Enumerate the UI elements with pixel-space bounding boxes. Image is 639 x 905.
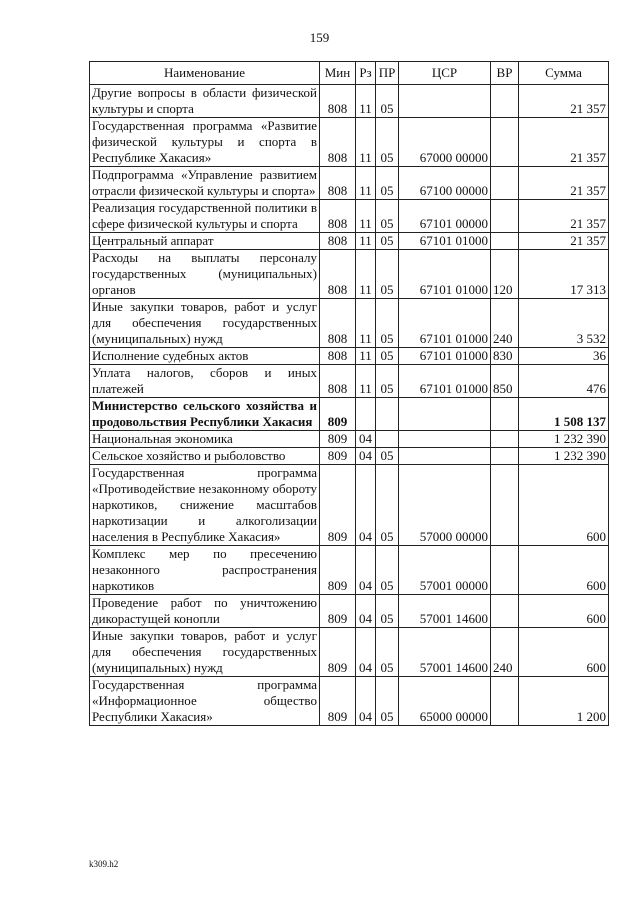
cell-vr (491, 546, 519, 595)
cell-csr: 57001 14600 (399, 628, 491, 677)
cell-csr: 67000 00000 (399, 118, 491, 167)
cell-vr (491, 595, 519, 628)
cell-vr (491, 118, 519, 167)
header-min: Мин (320, 62, 356, 85)
cell-vr (491, 431, 519, 448)
cell-name: Реализация государственной политики в сфере физической культуры и спорта (90, 200, 320, 233)
table-row (90, 85, 609, 118)
cell-pr: 05 (376, 299, 399, 348)
cell-min: 809 (320, 465, 356, 546)
cell-sum: 1 232 390 (519, 448, 609, 465)
table-row (90, 233, 609, 250)
header-vr: ВР (491, 62, 519, 85)
cell-rz: 11 (356, 85, 376, 118)
cell-csr: 57001 14600 (399, 595, 491, 628)
cell-rz: 11 (356, 299, 376, 348)
cell-sum: 3 532 (519, 299, 609, 348)
cell-min: 808 (320, 200, 356, 233)
cell-pr: 05 (376, 233, 399, 250)
header-sum: Сумма (519, 62, 609, 85)
header-rz: Рз (356, 62, 376, 85)
cell-min: 809 (320, 677, 356, 726)
cell-pr: 05 (376, 546, 399, 595)
cell-name: Исполнение судебных актов (90, 348, 320, 365)
cell-sum: 600 (519, 546, 609, 595)
table-row (90, 595, 609, 628)
cell-csr: 67101 01000 (399, 348, 491, 365)
table-row (90, 200, 609, 233)
cell-rz: 11 (356, 167, 376, 200)
cell-name: Иные закупки товаров, работ и услуг для обеспечения государственных (муниципальных) нужд (90, 628, 320, 677)
table-row (90, 546, 609, 595)
cell-csr: 67101 01000 (399, 299, 491, 348)
cell-rz: 11 (356, 365, 376, 398)
cell-name: Расходы на выплаты персоналу государственных (муниципальных) органов (90, 250, 320, 299)
cell-vr: 240 (491, 628, 519, 677)
cell-pr: 05 (376, 677, 399, 726)
cell-vr: 850 (491, 365, 519, 398)
cell-pr: 05 (376, 595, 399, 628)
cell-csr: 67100 00000 (399, 167, 491, 200)
cell-vr (491, 677, 519, 726)
cell-pr: 05 (376, 85, 399, 118)
cell-csr: 57001 00000 (399, 546, 491, 595)
cell-csr (399, 431, 491, 448)
cell-sum: 600 (519, 465, 609, 546)
cell-sum: 21 357 (519, 233, 609, 250)
cell-rz: 04 (356, 677, 376, 726)
cell-min: 809 (320, 595, 356, 628)
header-csr: ЦСР (399, 62, 491, 85)
cell-min: 808 (320, 233, 356, 250)
cell-csr (399, 398, 491, 431)
cell-rz: 11 (356, 233, 376, 250)
cell-name: Государственная программа «Информационное общество Республики Хакасия» (90, 677, 320, 726)
cell-min: 808 (320, 299, 356, 348)
cell-vr: 830 (491, 348, 519, 365)
cell-sum: 21 357 (519, 85, 609, 118)
cell-csr: 67101 01000 (399, 250, 491, 299)
cell-name: Центральный аппарат (90, 233, 320, 250)
footer-code: k309.h2 (89, 859, 119, 869)
cell-min: 809 (320, 448, 356, 465)
cell-rz: 11 (356, 250, 376, 299)
table-row (90, 167, 609, 200)
cell-csr: 65000 00000 (399, 677, 491, 726)
cell-sum: 476 (519, 365, 609, 398)
cell-vr (491, 167, 519, 200)
cell-pr (376, 431, 399, 448)
cell-min: 809 (320, 398, 356, 431)
cell-pr: 05 (376, 167, 399, 200)
cell-rz: 04 (356, 465, 376, 546)
cell-csr: 67101 01000 (399, 365, 491, 398)
table-header-row (90, 62, 609, 85)
cell-rz: 11 (356, 200, 376, 233)
cell-rz (356, 398, 376, 431)
cell-min: 808 (320, 365, 356, 398)
cell-min: 808 (320, 85, 356, 118)
cell-name: Другие вопросы в области физической культуры и спорта (90, 85, 320, 118)
cell-sum: 21 357 (519, 118, 609, 167)
cell-pr: 05 (376, 365, 399, 398)
cell-pr: 05 (376, 250, 399, 299)
cell-name: Иные закупки товаров, работ и услуг для обеспечения государственных (муниципальных) нужд (90, 299, 320, 348)
cell-vr (491, 200, 519, 233)
cell-min: 809 (320, 628, 356, 677)
cell-pr: 05 (376, 200, 399, 233)
cell-pr: 05 (376, 465, 399, 546)
table-row (90, 118, 609, 167)
table-row (90, 431, 609, 448)
header-name: Наименование (90, 62, 320, 85)
cell-sum: 600 (519, 628, 609, 677)
table-row (90, 448, 609, 465)
cell-sum: 1 508 137 (519, 398, 609, 431)
table-row (90, 465, 609, 546)
table-row (90, 398, 609, 431)
cell-sum: 21 357 (519, 200, 609, 233)
header-pr: ПР (376, 62, 399, 85)
cell-csr: 67101 01000 (399, 233, 491, 250)
cell-sum: 600 (519, 595, 609, 628)
cell-name: Подпрограмма «Управление развитием отрасли физической культуры и спорта» (90, 167, 320, 200)
cell-pr (376, 398, 399, 431)
cell-vr (491, 448, 519, 465)
table-body (90, 85, 609, 726)
cell-name: Уплата налогов, сборов и иных платежей (90, 365, 320, 398)
cell-vr (491, 233, 519, 250)
cell-name: Национальная экономика (90, 431, 320, 448)
cell-sum: 17 313 (519, 250, 609, 299)
cell-sum: 21 357 (519, 167, 609, 200)
cell-sum: 36 (519, 348, 609, 365)
cell-min: 809 (320, 546, 356, 595)
table-row (90, 365, 609, 398)
table-row (90, 250, 609, 299)
cell-vr (491, 85, 519, 118)
cell-min: 808 (320, 118, 356, 167)
cell-csr (399, 448, 491, 465)
cell-sum: 1 200 (519, 677, 609, 726)
cell-rz: 11 (356, 348, 376, 365)
cell-pr: 05 (376, 628, 399, 677)
cell-min: 808 (320, 167, 356, 200)
table-row (90, 348, 609, 365)
cell-rz: 04 (356, 431, 376, 448)
cell-rz: 04 (356, 546, 376, 595)
cell-min: 808 (320, 250, 356, 299)
cell-rz: 04 (356, 628, 376, 677)
cell-sum: 1 232 390 (519, 431, 609, 448)
cell-vr (491, 398, 519, 431)
cell-name: Министерство сельского хозяйства и продовольствия Республики Хакасия (90, 398, 320, 431)
table-row (90, 677, 609, 726)
cell-pr: 05 (376, 348, 399, 365)
table-row (90, 628, 609, 677)
cell-vr: 120 (491, 250, 519, 299)
cell-min: 808 (320, 348, 356, 365)
cell-pr: 05 (376, 448, 399, 465)
budget-table (89, 61, 609, 726)
cell-name: Проведение работ по уничтожению дикорастущей конопли (90, 595, 320, 628)
page-number: 159 (309, 30, 330, 45)
cell-rz: 11 (356, 118, 376, 167)
cell-rz: 04 (356, 595, 376, 628)
cell-name: Государственная программа «Противодействие незаконному обороту наркотиков, снижение масштабов наркотизации и алкоголизации населения в Республике Хакасия» (90, 465, 320, 546)
cell-name: Сельское хозяйство и рыболовство (90, 448, 320, 465)
cell-csr (399, 85, 491, 118)
cell-min: 809 (320, 431, 356, 448)
cell-name: Комплекс мер по пресечению незаконного распространения наркотиков (90, 546, 320, 595)
cell-csr: 67101 00000 (399, 200, 491, 233)
cell-csr: 57000 00000 (399, 465, 491, 546)
cell-rz: 04 (356, 448, 376, 465)
cell-vr: 240 (491, 299, 519, 348)
cell-vr (491, 465, 519, 546)
cell-pr: 05 (376, 118, 399, 167)
table-row (90, 299, 609, 348)
cell-name: Государственная программа «Развитие физической культуры и спорта в Республике Хакасия» (90, 118, 320, 167)
